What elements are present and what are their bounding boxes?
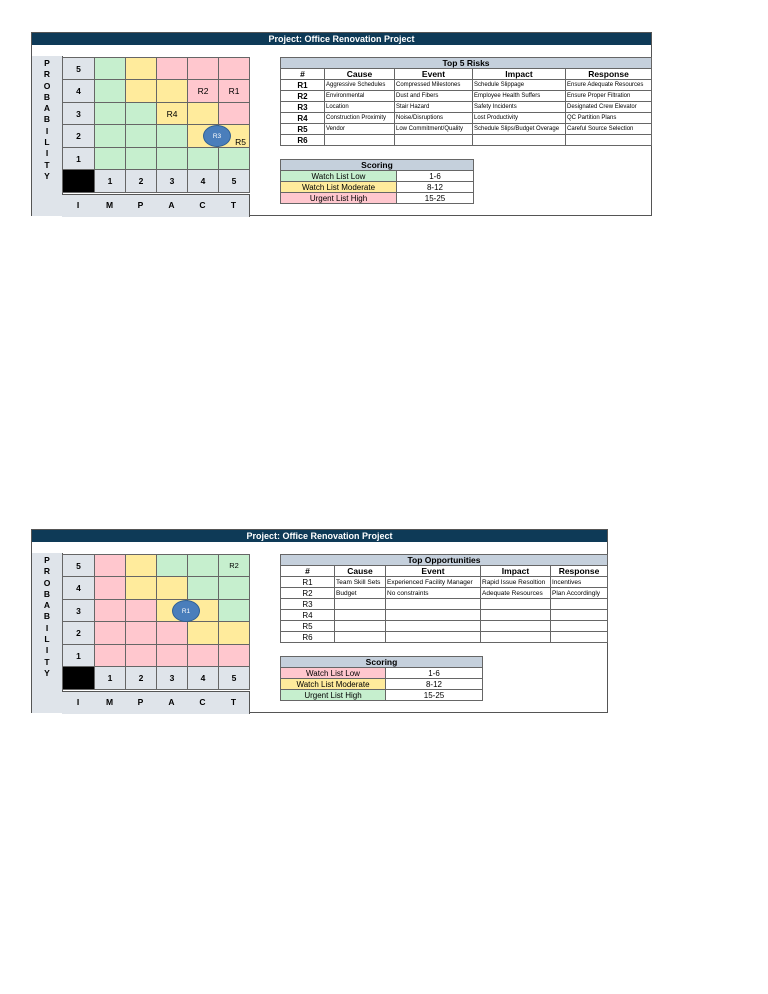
col-label: 5	[219, 667, 250, 690]
cell: Safety Incidents	[473, 102, 566, 113]
matrix-cell	[95, 103, 126, 125]
cell	[481, 599, 551, 610]
letter: B	[43, 91, 51, 102]
marker-r1: R1	[228, 86, 240, 96]
risk-sheet-title: Project: Office Renovation Project	[32, 33, 651, 45]
cell: Location	[325, 102, 395, 113]
matrix-cell	[95, 555, 126, 577]
cell	[386, 610, 481, 621]
cell: Compressed Milestones	[395, 80, 473, 91]
cell: Vendor	[325, 124, 395, 135]
column-header: #	[281, 566, 335, 577]
cell	[481, 621, 551, 632]
risk-marker-r3: R3	[203, 125, 231, 147]
table-row	[281, 577, 608, 588]
letter: A	[43, 103, 51, 114]
cell	[551, 632, 608, 643]
col-label: 1	[95, 667, 126, 690]
cell: R3	[281, 102, 325, 113]
letter: C	[199, 200, 206, 210]
cell	[551, 610, 608, 621]
matrix-cell	[219, 645, 250, 667]
letter: M	[105, 200, 114, 210]
row-label: 1	[63, 645, 95, 667]
letter: T	[230, 697, 237, 707]
cell: R1	[281, 80, 325, 91]
cell	[386, 632, 481, 643]
letter: O	[43, 577, 51, 588]
matrix-cell	[188, 80, 219, 103]
col-label: 3	[157, 667, 188, 690]
letter: B	[43, 611, 51, 622]
cell	[335, 621, 386, 632]
col-label: 4	[188, 170, 219, 193]
letter: I	[45, 125, 49, 136]
cell: Construction Proximity	[325, 113, 395, 124]
column-header: Event	[386, 566, 481, 577]
matrix-cell	[126, 103, 157, 125]
letter: Y	[44, 170, 50, 181]
matrix-cell	[219, 80, 250, 103]
cell: No constraints	[386, 588, 481, 599]
cell	[551, 599, 608, 610]
letter: I	[45, 622, 49, 633]
row-label: 5	[63, 555, 95, 577]
risk-sheet	[31, 32, 652, 216]
letter: I	[76, 200, 80, 210]
scoring-title: Scoring	[281, 657, 483, 668]
score-range: 15-25	[397, 193, 474, 204]
cell: Environmental	[325, 91, 395, 102]
letter: R	[43, 566, 51, 577]
col-label: 4	[188, 667, 219, 690]
column-header: Response	[551, 566, 608, 577]
letter: O	[43, 80, 51, 91]
table-row	[281, 113, 652, 124]
cell: QC Partition Plans	[566, 113, 652, 124]
matrix-cell	[126, 148, 157, 170]
matrix-cell	[126, 555, 157, 577]
row-label: 2	[63, 125, 95, 148]
cell	[481, 610, 551, 621]
letter: I	[45, 645, 49, 656]
top-opportunities-table	[280, 554, 608, 643]
matrix-cell	[219, 622, 250, 645]
matrix-cell	[219, 148, 250, 170]
cell: R4	[281, 113, 325, 124]
letter: I	[45, 148, 49, 159]
col-label: 3	[157, 170, 188, 193]
column-header: Impact	[473, 69, 566, 80]
cell: Team Skill Sets	[335, 577, 386, 588]
corner-cell	[63, 667, 95, 690]
col-label: 2	[126, 170, 157, 193]
table-row	[281, 632, 608, 643]
top-risks-table	[280, 57, 652, 146]
matrix-cell	[157, 103, 188, 125]
row-label: 1	[63, 148, 95, 170]
cell: Rapid Issue Resoltion	[481, 577, 551, 588]
marker-r2: R2	[229, 561, 239, 570]
matrix-cell	[219, 103, 250, 125]
cell: R5	[281, 124, 325, 135]
cell: Ensure Adequate Resources	[566, 80, 652, 91]
cell	[335, 632, 386, 643]
cell	[386, 621, 481, 632]
score-label: Urgent List High	[281, 193, 397, 204]
letter: B	[43, 588, 51, 599]
opportunity-matrix	[62, 554, 250, 690]
matrix-cell	[157, 125, 188, 148]
table-row	[281, 679, 483, 690]
matrix-cell	[126, 58, 157, 80]
corner-cell	[63, 170, 95, 193]
cell: Low Commitment/Quality	[395, 124, 473, 135]
cell: Designated Crew Elevator	[566, 102, 652, 113]
letter: M	[105, 697, 114, 707]
letter: L	[44, 137, 50, 148]
column-header: Event	[395, 69, 473, 80]
cell: Plan Accordingly	[551, 588, 608, 599]
table-row	[281, 80, 652, 91]
marker-r2: R2	[197, 86, 209, 96]
cell: R4	[281, 610, 335, 621]
cell	[325, 135, 395, 146]
scoring-table	[280, 656, 483, 701]
row-label: 4	[63, 577, 95, 600]
cell: Noise/Disruptions	[395, 113, 473, 124]
letter: B	[43, 114, 51, 125]
matrix-cell	[126, 600, 157, 622]
row-label: 2	[63, 622, 95, 645]
letter: C	[199, 697, 206, 707]
cell: Budget	[335, 588, 386, 599]
cell: Stair Hazard	[395, 102, 473, 113]
letter: A	[168, 697, 175, 707]
letter: A	[168, 200, 175, 210]
letter: P	[137, 697, 144, 707]
score-range: 1-6	[386, 668, 483, 679]
matrix-cell	[188, 555, 219, 577]
matrix-cell	[188, 103, 219, 125]
score-label: Watch List Low	[281, 668, 386, 679]
table-row	[281, 182, 474, 193]
cell: Careful Source Selection	[566, 124, 652, 135]
matrix-cell	[95, 577, 126, 600]
table-row	[281, 690, 483, 701]
table-row	[281, 91, 652, 102]
table-row	[281, 171, 474, 182]
probability-label	[32, 58, 62, 182]
table-row	[281, 621, 608, 632]
matrix-cell	[126, 577, 157, 600]
score-range: 15-25	[386, 690, 483, 701]
cell: Lost Productivity	[473, 113, 566, 124]
probability-label	[32, 555, 62, 679]
row-label: 3	[63, 600, 95, 622]
cell: Schedule Slips/Budget Overage	[473, 124, 566, 135]
opportunity-marker-r1: R1	[172, 600, 200, 622]
letter: A	[43, 600, 51, 611]
cell	[551, 621, 608, 632]
table-row	[281, 124, 652, 135]
cell: R6	[281, 135, 325, 146]
col-label: 2	[126, 667, 157, 690]
matrix-cell	[95, 600, 126, 622]
matrix-cell	[157, 577, 188, 600]
cell: R6	[281, 632, 335, 643]
table-row	[281, 599, 608, 610]
matrix-cell	[126, 125, 157, 148]
opportunity-sheet-title: Project: Office Renovation Project	[32, 530, 607, 542]
letter: P	[137, 200, 144, 210]
table-row	[281, 135, 652, 146]
table-row	[281, 193, 474, 204]
cell: Aggressive Schedules	[325, 80, 395, 91]
col-label: 1	[95, 170, 126, 193]
letter: Y	[44, 667, 50, 678]
row-label: 4	[63, 80, 95, 103]
matrix-cell	[219, 555, 250, 577]
cell	[566, 135, 652, 146]
cell: Experienced Facility Manager	[386, 577, 481, 588]
score-label: Watch List Low	[281, 171, 397, 182]
matrix-cell	[126, 622, 157, 645]
matrix-cell	[188, 622, 219, 645]
letter: P	[44, 555, 50, 565]
marker-r5: R5	[235, 137, 246, 147]
table-row	[281, 610, 608, 621]
table-row	[281, 102, 652, 113]
scoring-table	[280, 159, 474, 204]
opportunity-sheet	[31, 529, 608, 713]
table-row	[281, 668, 483, 679]
score-range: 8-12	[386, 679, 483, 690]
score-label: Watch List Moderate	[281, 679, 386, 690]
matrix-cell	[219, 600, 250, 622]
cell: Employee Health Suffers	[473, 91, 566, 102]
impact-label	[62, 691, 249, 713]
matrix-cell	[126, 80, 157, 103]
scoring-title: Scoring	[281, 160, 474, 171]
letter: T	[44, 159, 50, 170]
table-title: Top 5 Risks	[281, 58, 652, 69]
row-label: 3	[63, 103, 95, 125]
letter: L	[44, 634, 50, 645]
matrix-cell	[157, 58, 188, 80]
matrix-cell	[157, 80, 188, 103]
score-range: 8-12	[397, 182, 474, 193]
column-header: Impact	[481, 566, 551, 577]
column-header: Response	[566, 69, 652, 80]
impact-label	[62, 194, 249, 216]
col-label: 5	[219, 170, 250, 193]
marker-r4: R4	[166, 108, 178, 119]
matrix-cell	[188, 645, 219, 667]
row-label: 5	[63, 58, 95, 80]
letter: P	[44, 58, 50, 68]
matrix-cell	[219, 577, 250, 600]
matrix-cell	[95, 80, 126, 103]
matrix-cell	[157, 622, 188, 645]
column-header: #	[281, 69, 325, 80]
matrix-cell	[188, 58, 219, 80]
column-header: Cause	[325, 69, 395, 80]
cell: R5	[281, 621, 335, 632]
cell: Incentives	[551, 577, 608, 588]
cell	[473, 135, 566, 146]
cell: Ensure Proper Filtration	[566, 91, 652, 102]
cell	[481, 632, 551, 643]
cell	[335, 610, 386, 621]
matrix-cell	[157, 645, 188, 667]
matrix-cell	[95, 125, 126, 148]
letter: R	[43, 69, 51, 80]
matrix-cell	[157, 555, 188, 577]
cell: Schedule Slippage	[473, 80, 566, 91]
cell	[335, 599, 386, 610]
cell: Dust and Fibers	[395, 91, 473, 102]
matrix-cell	[219, 58, 250, 80]
letter: I	[76, 697, 80, 707]
matrix-cell	[188, 577, 219, 600]
matrix-cell	[188, 148, 219, 170]
cell: Adequate Resources	[481, 588, 551, 599]
cell	[395, 135, 473, 146]
matrix-cell	[95, 148, 126, 170]
letter: T	[230, 200, 237, 210]
cell: R3	[281, 599, 335, 610]
score-label: Watch List Moderate	[281, 182, 397, 193]
matrix-cell	[95, 58, 126, 80]
score-range: 1-6	[397, 171, 474, 182]
column-header: Cause	[335, 566, 386, 577]
cell: R1	[281, 577, 335, 588]
score-label: Urgent List High	[281, 690, 386, 701]
matrix-cell	[95, 645, 126, 667]
cell: R2	[281, 91, 325, 102]
table-title: Top Opportunities	[281, 555, 608, 566]
cell	[386, 599, 481, 610]
matrix-cell	[126, 645, 157, 667]
matrix-cell	[157, 148, 188, 170]
cell: R2	[281, 588, 335, 599]
matrix-cell	[95, 622, 126, 645]
table-row	[281, 588, 608, 599]
letter: T	[44, 656, 50, 667]
